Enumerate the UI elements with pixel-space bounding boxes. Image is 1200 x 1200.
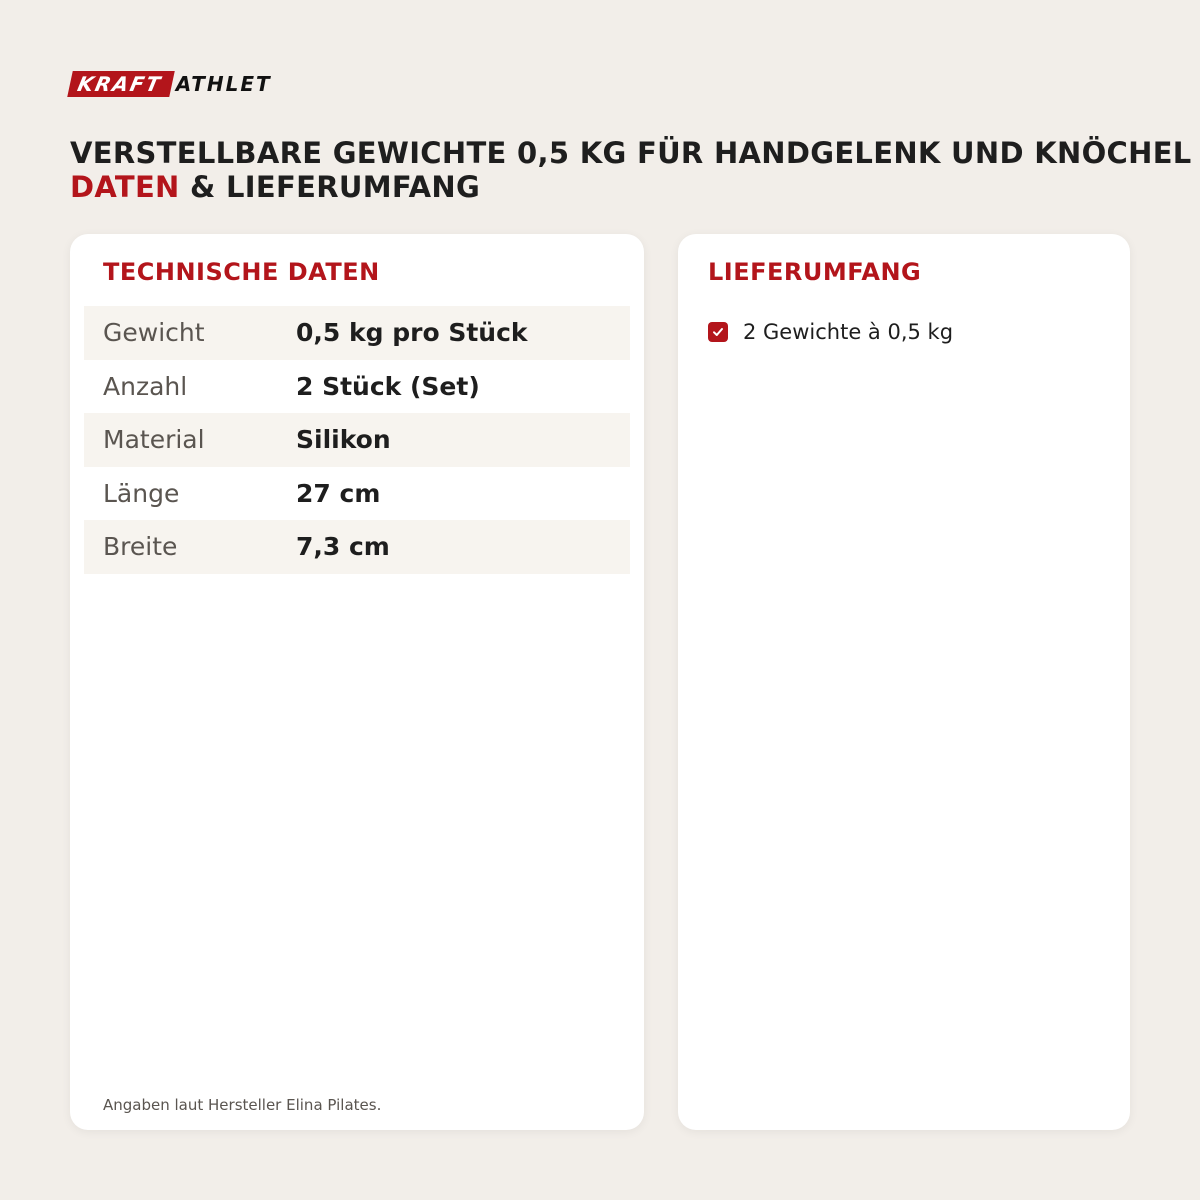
- spec-value: 0,5 kg pro Stück: [296, 318, 528, 348]
- page-title: [70, 136, 1192, 204]
- table-row: [84, 467, 630, 521]
- table-row: [84, 520, 630, 574]
- spec-label: Gewicht: [103, 318, 205, 348]
- brand-logo-part2: ATHLET: [175, 72, 272, 96]
- spec-label: Material: [103, 425, 205, 455]
- page-title-line1: VERSTELLBARE GEWICHTE 0,5 KG FÜR HANDGELENK UND KNÖCHEL: [70, 136, 1192, 170]
- spec-value: 2 Stück (Set): [296, 371, 480, 401]
- spec-value: 7,3 cm: [296, 532, 390, 562]
- table-row: [84, 413, 630, 467]
- table-row: [84, 306, 630, 360]
- delivery-item-label: 2 Gewichte à 0,5 kg: [743, 320, 954, 344]
- spec-label: Länge: [103, 478, 180, 508]
- table-row: [84, 360, 630, 414]
- list-item: [708, 320, 953, 344]
- brand-logo: [70, 70, 272, 98]
- spec-label: Breite: [103, 532, 178, 562]
- spec-label: Anzahl: [103, 371, 188, 401]
- checkbox-checked-icon: [708, 322, 728, 342]
- source-footnote: Angaben laut Hersteller Elina Pilates.: [103, 1096, 382, 1114]
- spec-table: [84, 306, 630, 574]
- brand-logo-part1: KRAFT: [67, 71, 174, 97]
- page-title-accent: DATEN: [70, 170, 180, 204]
- delivery-card: [678, 234, 1130, 1130]
- tech-data-card: [70, 234, 644, 1130]
- spec-value: Silikon: [296, 425, 391, 455]
- page-title-line2: [70, 170, 1192, 204]
- tech-data-title: TECHNISCHE DATEN: [103, 258, 380, 286]
- spec-value: 27 cm: [296, 478, 381, 508]
- delivery-title: LIEFERUMFANG: [708, 258, 922, 286]
- page-title-rest: & LIEFERUMFANG: [179, 170, 481, 204]
